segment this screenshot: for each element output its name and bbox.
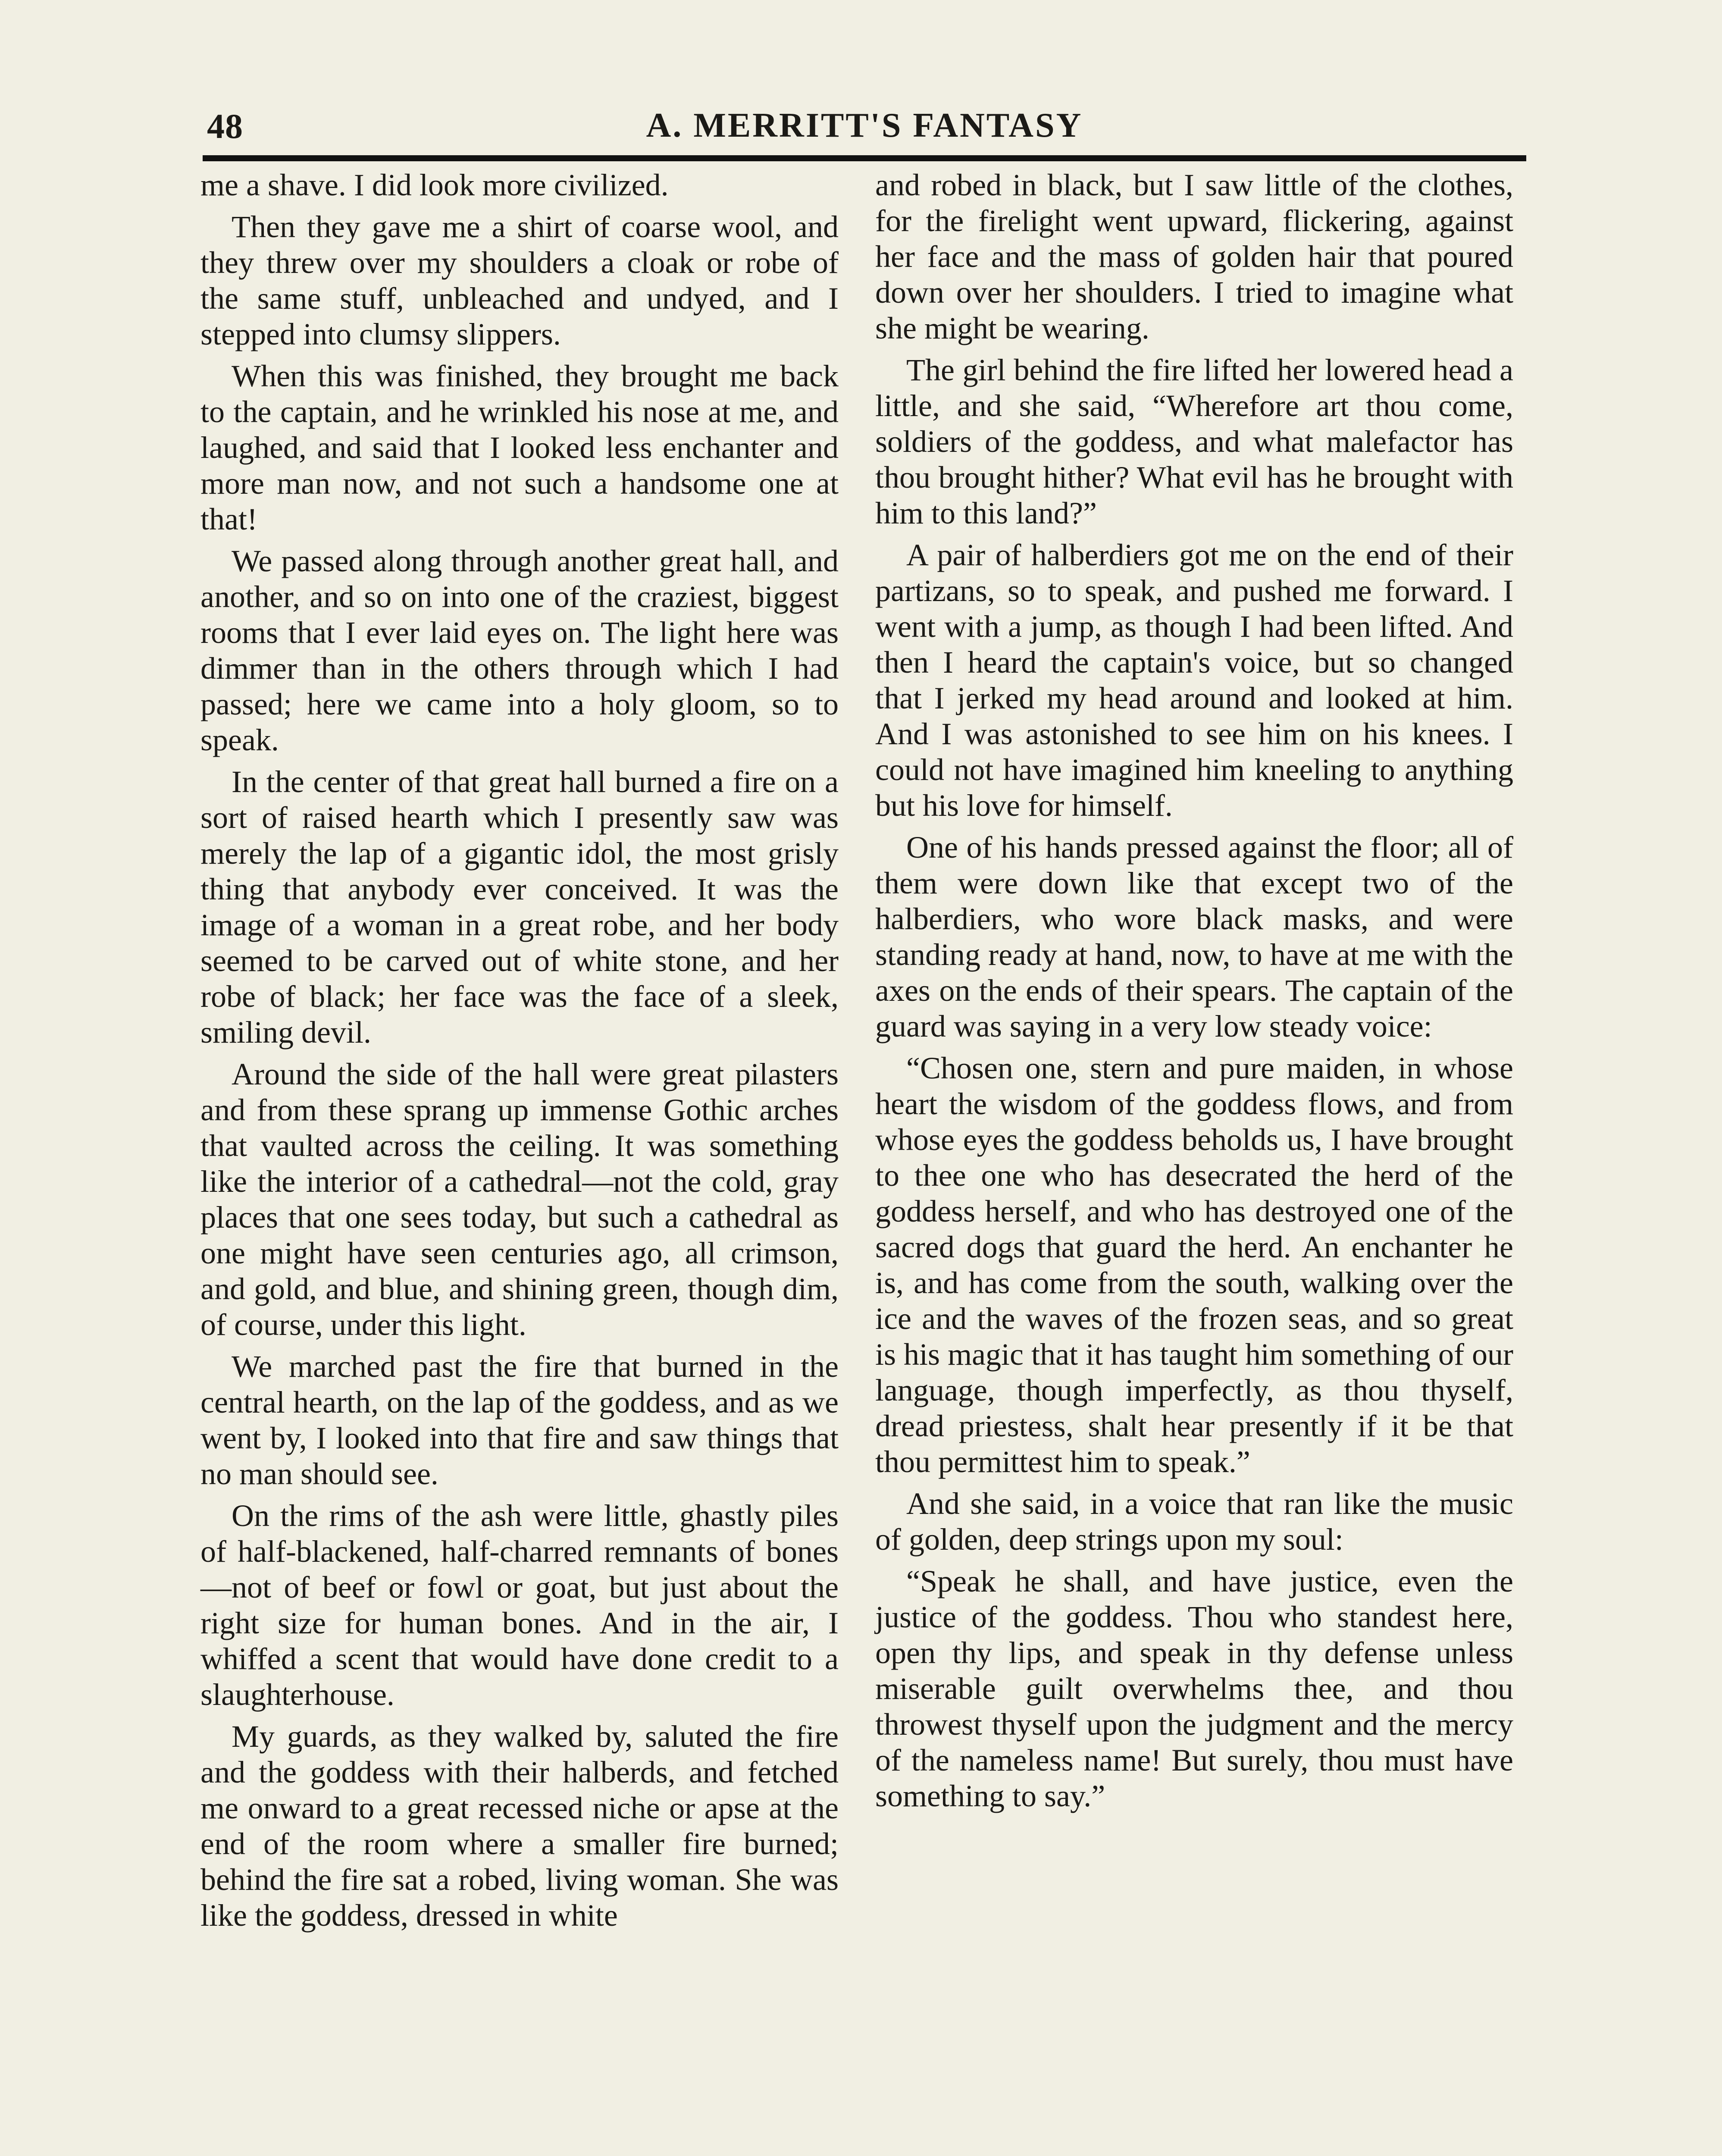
running-title: A. MERRITT'S FANTASY — [646, 107, 1083, 144]
paragraph: On the rims of the ash were little, ghastly piles of half-blackened, half-charred remnants of bones—not of beef or fowl or goat, but just about the right size for human bones. And in the air, I whiffed a scent that would have done credit to a slaughterhouse. — [200, 1498, 839, 1712]
page-number: 48 — [207, 107, 243, 146]
paragraph: When this was finished, they brought me back to the captain, and he wrinkled his nose at me, and laughed, and said that I looked less enchanter and more man now, and not such a handsome one at that! — [200, 359, 839, 536]
paragraph: Then they gave me a shirt of coarse wool, and they threw over my shoulders a cloak or robe of the same stuff, unbleached and undyed, and I stepped into clumsy slippers. — [200, 210, 839, 351]
paragraph: A pair of halberdiers got me on the end of their partizans, so to speak, and pushed me forward. I went with a jump, as though I had been lifted. And then I heard the captain's voice, but so changed that I jerked my head around and looked at him. And I was astonished to see him on his knees. I could not have imagined him kneeling to anything but his love for himself. — [875, 538, 1513, 823]
running-head — [203, 94, 1526, 159]
paragraph: And she said, in a voice that ran like the music of golden, deep strings upon my soul: — [875, 1486, 1513, 1557]
paragraph: The girl behind the fire lifted her lowered head a little, and she said, “Wherefore art thou come, soldiers of the goddess, and what malefactor has thou brought hither? What evil has he brought with him to this land?” — [875, 353, 1513, 530]
paragraph: We passed along through another great hall, and another, and so on into one of the craziest, biggest rooms that I ever laid eyes on. The light here was dimmer than in the others through which I had passed; here we came into a holy gloom, so to speak. — [200, 544, 839, 757]
paragraph: “Speak he shall, and have justice, even the justice of the goddess. Thou who standest here, open thy lips, and speak in thy defense unless miserable guilt overwhelms thee, and thou throwest thyself upon the judgment and the mercy of the nameless name! But surely, thou must have something to say.” — [875, 1564, 1513, 1813]
paragraph: and robed in black, but I saw little of the clothes, for the firelight went upward, flickering, against her face and the mass of golden hair that poured down over her shoulders. I tried to imagine what she might be wearing. — [875, 168, 1513, 345]
paragraph: Around the side of the hall were great pilasters and from these sprang up immense Gothic arches that vaulted across the ceiling. It was something like the interior of a cathedral—not the cold, gray places that one sees today, but such a cathedral as one might have seen centuries ago, all crimson, and gold, and blue, and shining green, though dim, of course, under this light. — [200, 1057, 839, 1342]
paragraph: In the center of that great hall burned a fire on a sort of raised hearth which I presently saw was merely the lap of a gigantic idol, the most grisly thing that anybody ever conceived. It was the image of a woman in a great robe, and her body seemed to be carved out of white stone, and her robe of black; her face was the face of a sleek, smiling devil. — [200, 765, 839, 1050]
paragraph: My guards, as they walked by, saluted the fire and the goddess with their halberds, and fetched me onward to a great recessed niche or apse at the end of the room where a smaller fire burned; behind the fire sat a robed, living woman. She was like the goddess, dressed in white — [200, 1719, 839, 1933]
left-text-column — [200, 167, 839, 1940]
right-text-column — [875, 167, 1513, 1820]
paragraph: me a shave. I did look more civilized. — [200, 168, 669, 202]
paragraph: “Chosen one, stern and pure maiden, in whose heart the wisdom of the goddess flows, and from whose eyes the goddess beholds us, I have brought to thee one who has desecrated the herd of the goddess herself, and who has destroyed one of the sacred dogs that guard the herd. An enchanter he is, and has come from the south, walking over the ice and the waves of the frozen seas, and so great is his magic that it has taught him something of our language, though imperfectly, as thou thyself, dread priestess, shalt hear presently if it be that thou permittest him to speak.” — [875, 1051, 1513, 1479]
header-rule — [203, 155, 1526, 161]
paragraph: One of his hands pressed against the floor; all of them were down like that except two of the halberdiers, who wore black masks, and were standing ready at hand, now, to have at me with the axes on the ends of their spears. The captain of the guard was saying in a very low steady voice: — [875, 830, 1513, 1044]
paragraph: We marched past the fire that burned in the central hearth, on the lap of the goddess, and as we went by, I looked into that fire and saw things that no man should see. — [200, 1349, 839, 1491]
